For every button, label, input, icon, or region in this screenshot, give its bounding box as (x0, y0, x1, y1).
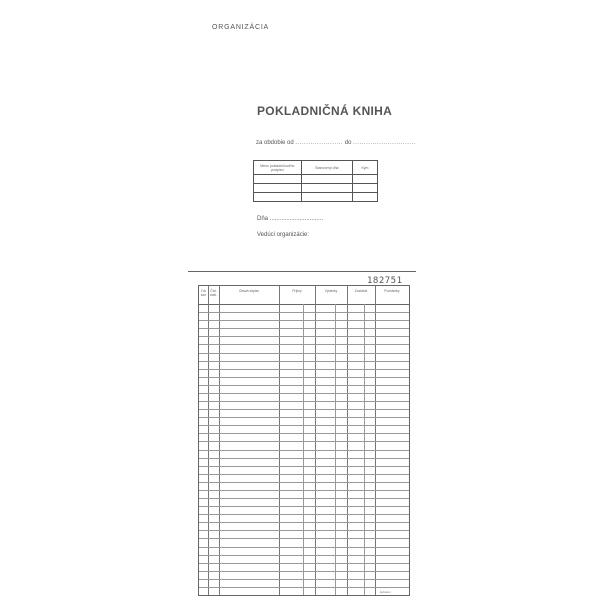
col-header-balance: Zostatok (354, 289, 368, 293)
organization-label: ORGANIZÁCIA (212, 24, 270, 31)
day-line (257, 216, 323, 222)
signature-cell (352, 193, 377, 202)
table-row-line (199, 336, 409, 337)
manager-label: Vedúci organizácie: (257, 232, 310, 238)
separator-line (188, 271, 416, 272)
col-header-expenses: Výdavky (324, 289, 338, 293)
table-row-line (199, 328, 409, 329)
signature-cell (301, 193, 352, 202)
ledger-table (198, 285, 410, 596)
day-dots: ................................ (269, 216, 324, 222)
signature-cell (254, 175, 302, 184)
signature-header-date: Stanovený dňa (301, 161, 352, 175)
signature-header-by: Kým (352, 161, 377, 175)
table-row-line (199, 450, 409, 451)
table-row-line (199, 312, 409, 313)
header-divider (199, 304, 409, 305)
signature-cell (254, 193, 302, 202)
signature-cell (301, 175, 352, 184)
document-title: POKLADNIČNÁ KNIHA (257, 104, 393, 118)
table-row-line (199, 498, 409, 499)
table-row-line (199, 441, 409, 442)
table-row-line (199, 361, 409, 362)
period-from-label: za obdobie od (256, 140, 294, 146)
table-row-line (199, 474, 409, 475)
table-row-line (199, 353, 409, 354)
table-row-line (199, 555, 409, 556)
table-row-line (199, 425, 409, 426)
table-row-line (199, 466, 409, 467)
period-line (256, 140, 416, 146)
serial-number: 182751 (367, 276, 403, 286)
table-row-line (199, 385, 409, 386)
signature-header-cashier: Meno pokladníkového podpisu (254, 161, 302, 175)
table-row-line (199, 514, 409, 515)
table-row-line (199, 482, 409, 483)
table-row-line (199, 393, 409, 394)
table-row-line (199, 538, 409, 539)
period-from-dots: ...................... (295, 140, 344, 146)
period-to-label: do (344, 140, 352, 146)
footer-mark: Evidenc. (380, 590, 392, 594)
table-row-line (199, 571, 409, 572)
signature-cell (254, 184, 302, 193)
signature-cell (352, 184, 377, 193)
table-row-line (199, 409, 409, 410)
signature-cell (352, 175, 377, 184)
table-row-line (199, 490, 409, 491)
table-row-line (199, 506, 409, 507)
table-row-line (199, 369, 409, 370)
table-row-line (199, 401, 409, 402)
day-label: Dňa (257, 216, 269, 222)
table-row-line (199, 563, 409, 564)
table-row-line (199, 579, 409, 580)
col-header-doc-number: Čísl. dokl. (210, 289, 217, 297)
period-to-dots: ............................. (353, 140, 416, 146)
table-row-line (199, 320, 409, 321)
table-row-line (199, 547, 409, 548)
table-row-line (199, 530, 409, 531)
table-row-line (199, 417, 409, 418)
table-row-line (199, 344, 409, 345)
col-header-notes: Poznámky (384, 289, 400, 293)
col-header-income: Príjmy (292, 289, 302, 293)
col-header-date: Dá tum (200, 289, 207, 297)
table-row-line (199, 587, 409, 588)
table-row-line (199, 522, 409, 523)
signature-cell (301, 184, 352, 193)
col-header-content: Obsah zápisu (238, 289, 260, 293)
table-row-line (199, 377, 409, 378)
signature-table (253, 160, 378, 202)
table-row-line (199, 458, 409, 459)
table-row-line (199, 433, 409, 434)
